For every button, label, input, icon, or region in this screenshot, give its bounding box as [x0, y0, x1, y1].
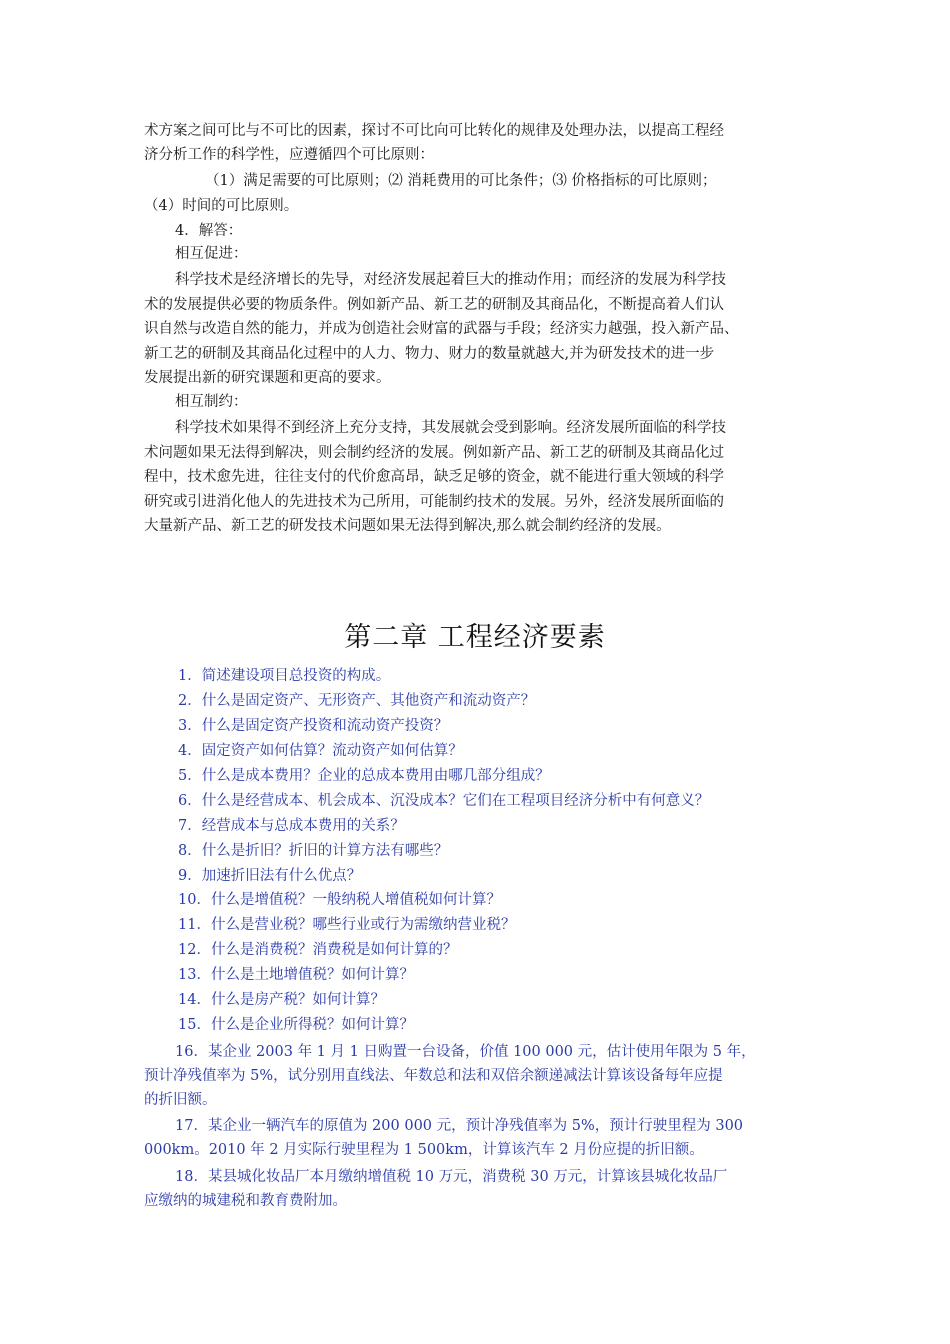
restrict-line: 术问题如果无法得到解决，则会制约经济的发展。例如新产品、新工艺的研制及其商品化过: [144, 445, 724, 461]
question-16-line: 预计净残值率为 5%，试分别用直线法、年数总和法和双倍余额递减法计算该设备每年应提: [144, 1068, 723, 1084]
question-item: 14．什么是房产税？如何计算？: [178, 992, 385, 1008]
question-18-line: 18．某县城化妆品厂本月缴纳增值税 10 万元，消费税 30 万元，计算该县城化妆品厂: [175, 1169, 728, 1185]
restrict-line: 研究或引进消化他人的先进技术为己所用，可能制约技术的发展。另外，经济发展所面临的: [144, 494, 724, 510]
question-item: 8．什么是折旧？折旧的计算方法有哪些？: [178, 843, 449, 859]
restrict-line: 大量新产品、新工艺的研发技术问题如果无法得到解决,那么就会制约经济的发展。: [144, 518, 671, 534]
question-18-line: 应缴纳的城建税和教育费附加。: [144, 1193, 347, 1209]
question-item: 7．经营成本与总成本费用的关系？: [178, 818, 405, 834]
restrict-title: 相互制约：: [175, 394, 248, 410]
question-item: 13．什么是土地增值税？如何计算？: [178, 967, 414, 983]
promote-line: 识自然与改造自然的能力，并成为创造社会财富的武器与手段；经济实力越强，投入新产品、: [144, 321, 739, 337]
intro-line-1: 术方案之间可比与不可比的因素，探讨不可比向可比转化的规律及处理办法，以提高工程经: [144, 123, 724, 139]
question-item: 3．什么是固定资产投资和流动资产投资？: [178, 718, 449, 734]
question-item: 12．什么是消费税？消费税是如何计算的？: [178, 942, 458, 958]
restrict-line: 科学技术如果得不到经济上充分支持，其发展就会受到影响。经济发展所面临的科学技: [175, 420, 726, 436]
promote-line: 术的发展提供必要的物质条件。例如新产品、新工艺的研制及其商品化，不断提高着人们认: [144, 297, 724, 313]
chapter-title: 第二章 工程经济要素: [344, 622, 606, 653]
question-17-line: 000km。2010 年 2 月实际行驶里程为 1 500km，计算该汽车 2 月份应提的折旧额。: [144, 1142, 704, 1158]
promote-line: 发展提出新的研究课题和更高的要求。: [144, 370, 391, 386]
question-16-line: 的折旧额。: [144, 1092, 217, 1108]
question-item: 2．什么是固定资产、无形资产、其他资产和流动资产？: [178, 693, 536, 709]
promote-title: 相互促进：: [175, 246, 248, 262]
question-16-line: 16．某企业 2003 年 1 月 1 日购置一台设备，价值 100 000 元，估计使用年限为 5 年，: [175, 1044, 756, 1060]
question-item: 10．什么是增值税？一般纳税人增值税如何计算？: [178, 892, 501, 908]
question-item: 9．加速折旧法有什么优点？: [178, 868, 362, 884]
question-17-line: 17．某企业一辆汽车的原值为 200 000 元，预计净残值率为 5%，预计行驶里程为 300: [175, 1118, 744, 1134]
intro-line-3: （1）满足需要的可比原则；⑵ 消耗费用的可比条件；⑶ 价格指标的可比原则；: [205, 173, 717, 189]
answer-heading: 4．解答：: [175, 223, 243, 239]
promote-line: 新工艺的研制及其商品化过程中的人力、物力、财力的数量就越大,并为研发技术的进一步: [144, 346, 715, 362]
question-item: 11．什么是营业税？哪些行业或行为需缴纳营业税？: [178, 917, 516, 933]
question-item: 5．什么是成本费用？企业的总成本费用由哪几部分组成？: [178, 768, 550, 784]
question-item: 4．固定资产如何估算？流动资产如何估算？: [178, 743, 463, 759]
restrict-line: 程中，技术愈先进，往往支付的代价愈高昂，缺乏足够的资金，就不能进行重大领域的科学: [144, 469, 724, 485]
intro-line-2: 济分析工作的科学性，应遵循四个可比原则：: [144, 147, 434, 163]
question-item: 1．简述建设项目总投资的构成。: [178, 668, 391, 684]
question-item: 15．什么是企业所得税？如何计算？: [178, 1017, 414, 1033]
question-item: 6．什么是经营成本、机会成本、沉没成本？它们在工程项目经济分析中有何意义？: [178, 793, 710, 809]
promote-line: 科学技术是经济增长的先导，对经济发展起着巨大的推动作用；而经济的发展为科学技: [175, 272, 726, 288]
intro-line-4: （4）时间的可比原则。: [144, 198, 299, 214]
